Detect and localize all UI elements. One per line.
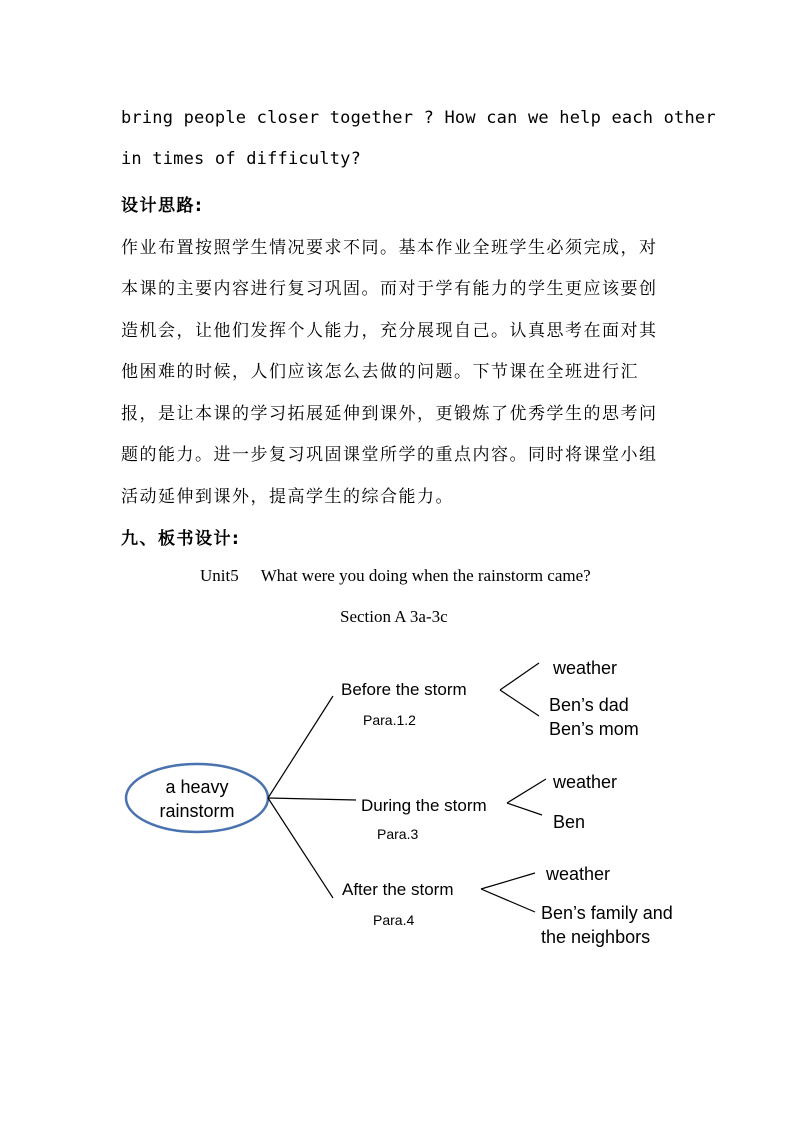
during-leaf-line-1 (507, 779, 546, 803)
board-heading: 九、板书设计: (121, 529, 241, 549)
branch-line-before (268, 696, 333, 798)
after-leaf-neighbors: the neighbors (541, 927, 651, 947)
design-line-4: 他困难的时候，人们应该怎么去做的问题。下节课在全班进行汇 (121, 362, 639, 382)
during-para: Para.3 (377, 826, 419, 842)
center-ellipse (126, 764, 268, 832)
intro-line-2: in times of difficulty? (121, 149, 362, 169)
after-leaf-line-1 (481, 873, 535, 889)
branch-line-after (268, 798, 333, 898)
design-heading: 设计思路: (121, 196, 204, 216)
before-leaf-line-1 (500, 663, 539, 690)
after-label: After the storm (342, 880, 454, 899)
design-line-2: 本课的主要内容进行复习巩固。而对于学有能力的学生更应该要创 (121, 279, 658, 299)
design-line-7: 活动延伸到课外，提高学生的综合能力。 (121, 487, 454, 507)
intro-line-1: bring people closer together ? How can we help each other (121, 108, 716, 128)
before-para: Para.1.2 (363, 712, 416, 728)
during-label: During the storm (361, 796, 487, 815)
unit-question: What were you doing when the rainstorm came? (260, 566, 591, 585)
before-leaf-weather: weather (553, 658, 618, 678)
after-para: Para.4 (373, 912, 415, 928)
during-leaf-weather: weather (553, 772, 618, 792)
after-leaf-family: Ben’s family and (541, 903, 673, 923)
before-leaf-line-2 (500, 690, 539, 716)
before-leaf-dad: Ben’s dad (549, 695, 629, 715)
before-leaf-mom: Ben’s mom (549, 719, 639, 739)
design-line-5: 报，是让本课的学习拓展延伸到课外，更锻炼了优秀学生的思考问 (121, 404, 658, 424)
during-leaf-ben: Ben (553, 812, 586, 832)
branch-line-during (268, 798, 356, 800)
section-title: Section A 3a-3c (340, 607, 448, 626)
center-label-2: rainstorm (159, 801, 235, 821)
unit-number: Unit5 (200, 566, 239, 585)
design-line-1: 作业布置按照学生情况要求不同。基本作业全班学生必须完成，对 (121, 238, 658, 258)
before-label: Before the storm (341, 680, 467, 699)
center-label-1: a heavy (165, 777, 229, 797)
design-line-3: 造机会，让他们发挥个人能力，充分展现自己。认真思考在面对其 (121, 321, 658, 341)
design-line-6: 题的能力。进一步复习巩固课堂所学的重点内容。同时将课堂小组 (121, 445, 658, 465)
after-leaf-line-2 (481, 889, 535, 912)
after-leaf-weather: weather (546, 864, 611, 884)
during-leaf-line-2 (507, 803, 542, 815)
